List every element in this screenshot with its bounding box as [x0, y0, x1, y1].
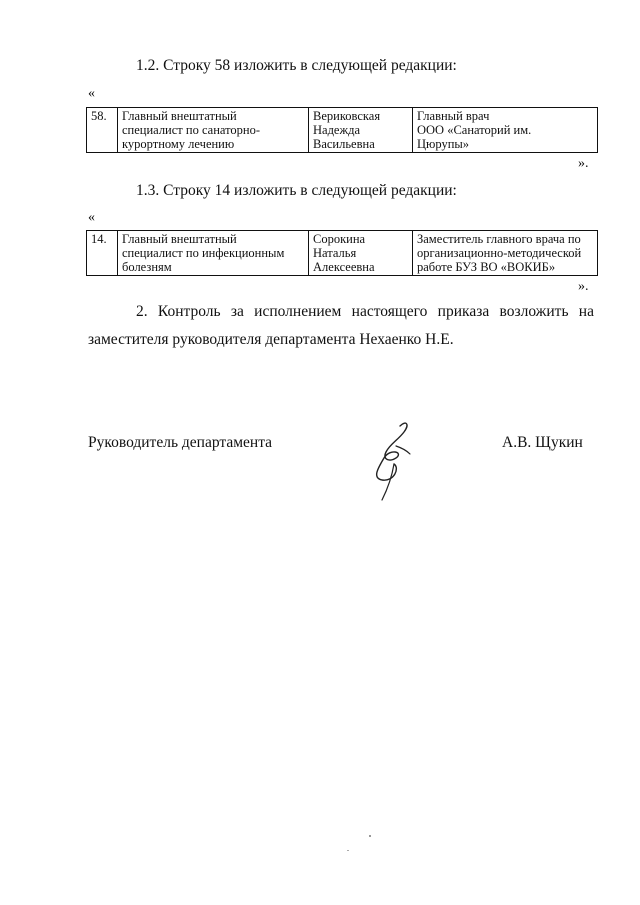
section-1-2-heading: 1.2. Строку 58 изложить в следующей редакции: [136, 57, 457, 74]
open-quote: « [88, 210, 95, 225]
position-line: Главный внештатный [122, 232, 237, 246]
position-line: специалист по инфекционным [122, 246, 285, 260]
item-2-line-1: 2. Контроль за исполнением настоящего приказа возложить на [136, 303, 594, 320]
position-line: специалист по санаторно- [122, 123, 261, 137]
name-cell [309, 108, 413, 153]
name-line: Сорокина [313, 232, 366, 246]
name-cell [309, 231, 413, 276]
job-line: работе БУЗ ВО «ВОКИБ» [417, 260, 556, 274]
job-line: Главный врач [417, 109, 490, 123]
signatory-name: А.В. Щукин [502, 434, 583, 451]
table-row-58 [86, 107, 598, 153]
name-line: Алексеевна [313, 260, 375, 274]
scan-speck [369, 835, 371, 837]
name-line: Вериковская [313, 109, 381, 123]
position-cell [118, 231, 309, 276]
open-quote: « [88, 86, 95, 101]
job-cell [413, 108, 598, 153]
table-row-14 [86, 230, 598, 276]
row-number: 14. [91, 232, 107, 246]
name-line: Наталья [313, 246, 357, 260]
position-line: курортному лечению [122, 137, 235, 151]
position-cell [118, 108, 309, 153]
name-line: Надежда [313, 123, 361, 137]
job-line: ООО «Санаторий им. [417, 123, 532, 137]
handwritten-signature [360, 418, 430, 503]
table-row [87, 108, 598, 153]
section-1-3-heading: 1.3. Строку 14 изложить в следующей редакции: [136, 182, 457, 199]
row-number-cell [87, 231, 118, 276]
job-cell [413, 231, 598, 276]
job-line: Заместитель главного врача по [417, 232, 581, 246]
name-line: Васильевна [313, 137, 375, 151]
signatory-title: Руководитель департамента [88, 434, 273, 451]
job-line: организационно-методической [417, 246, 582, 260]
close-quote: ». [578, 279, 589, 294]
row-number: 58. [91, 109, 107, 123]
table-row [87, 231, 598, 276]
position-line: Главный внештатный [122, 109, 237, 123]
scan-speck [347, 850, 349, 851]
row-number-cell [87, 108, 118, 153]
close-quote: ». [578, 156, 589, 171]
position-line: болезням [122, 260, 172, 274]
job-line: Цюрупы» [417, 137, 470, 151]
item-2-line-2: заместителя руководителя департамента Нехаенко Н.Е. [88, 331, 454, 348]
